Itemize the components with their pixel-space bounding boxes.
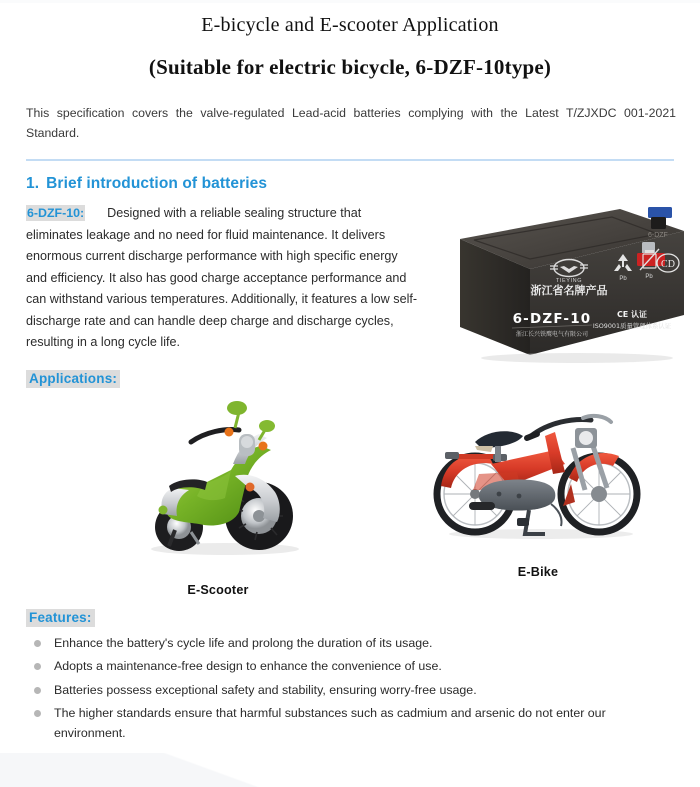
bullet-icon <box>34 640 41 647</box>
section-title: Brief introduction of batteries <box>46 175 268 192</box>
page-title-primary: E-bicycle and E-scooter Application <box>201 14 499 36</box>
svg-text:6-DZF: 6-DZF <box>648 232 668 239</box>
battery-illustration <box>452 195 692 363</box>
application-item-scooter <box>68 394 368 597</box>
bullet-icon <box>34 710 41 717</box>
section-heading-1 <box>0 161 700 193</box>
list-item <box>26 657 676 677</box>
features-label: Features: <box>26 609 95 627</box>
svg-text:TIEYING: TIEYING <box>555 278 583 284</box>
battery-brand-cn: 浙江省名牌产品 <box>530 284 608 297</box>
battery-company-cn: 浙江长兴铁鹰电气有限公司 <box>515 331 589 338</box>
bullet-icon <box>34 663 41 670</box>
list-item <box>26 704 676 743</box>
battery-description-text: Designed with a reliable sealing structure that eliminates leakage and no need for fluid maintenance. It delivers enormous current discharge performance with high specific energy and efficiency. It also has good charge acceptance performance and can withstand various temperatures. Additionally, it features a low self-discharge rate and can handle deep charge and discharge cycles, resulting in a long cycle life. <box>26 206 418 349</box>
page-title-secondary: (Suitable for electric bicycle, 6-DZF-10type) <box>148 55 552 79</box>
battery-cert-ce: CE 认证 <box>616 310 648 319</box>
application-item-bike <box>388 394 688 597</box>
svg-text:Pb: Pb <box>619 276 627 282</box>
section-number: 1. <box>26 175 40 192</box>
battery-cert-iso: ISO9001质量管理体系认证 <box>592 322 672 330</box>
applications-row <box>26 388 700 597</box>
list-item <box>26 634 676 654</box>
feature-text: Batteries possess exceptional safety and stability, ensuring worry-free usage. <box>54 682 477 697</box>
intro-block <box>0 193 700 354</box>
battery-description <box>0 203 420 354</box>
application-caption-scooter: E-Scooter <box>187 582 249 597</box>
bullet-icon <box>34 687 41 694</box>
svg-text:CD: CD <box>661 259 675 270</box>
application-caption-bike: E-Bike <box>517 564 559 579</box>
feature-text: Enhance the battery's cycle life and prolong the duration of its usage. <box>54 635 433 650</box>
svg-text:Pb: Pb <box>645 274 653 280</box>
e-scooter-illustration <box>107 394 329 572</box>
list-item <box>26 681 676 701</box>
model-badge: 6-DZF-10: <box>27 206 85 220</box>
top-edge-wash <box>0 0 700 3</box>
feature-text: The higher standards ensure that harmful substances such as cadmium and arsenic do not enter our environment. <box>54 706 606 740</box>
applications-section <box>0 354 700 597</box>
applications-label: Applications: <box>26 370 120 388</box>
features-list <box>26 634 700 744</box>
intro-paragraph: This specification covers the valve-regulated Lead-acid batteries complying with the Latest T/ZJXDC 001-2021 Standard. <box>26 106 676 140</box>
e-bike-illustration <box>413 394 663 554</box>
e-bike-photo <box>413 394 663 554</box>
feature-text: Adopts a maintenance-free design to enhance the convenience of use. <box>54 659 442 673</box>
e-scooter-photo <box>107 394 329 572</box>
bottom-corner-wash <box>0 753 340 787</box>
battery-model-text: 6-DZF-10 <box>512 311 592 327</box>
battery-product-image <box>452 195 692 363</box>
features-section <box>0 597 700 744</box>
